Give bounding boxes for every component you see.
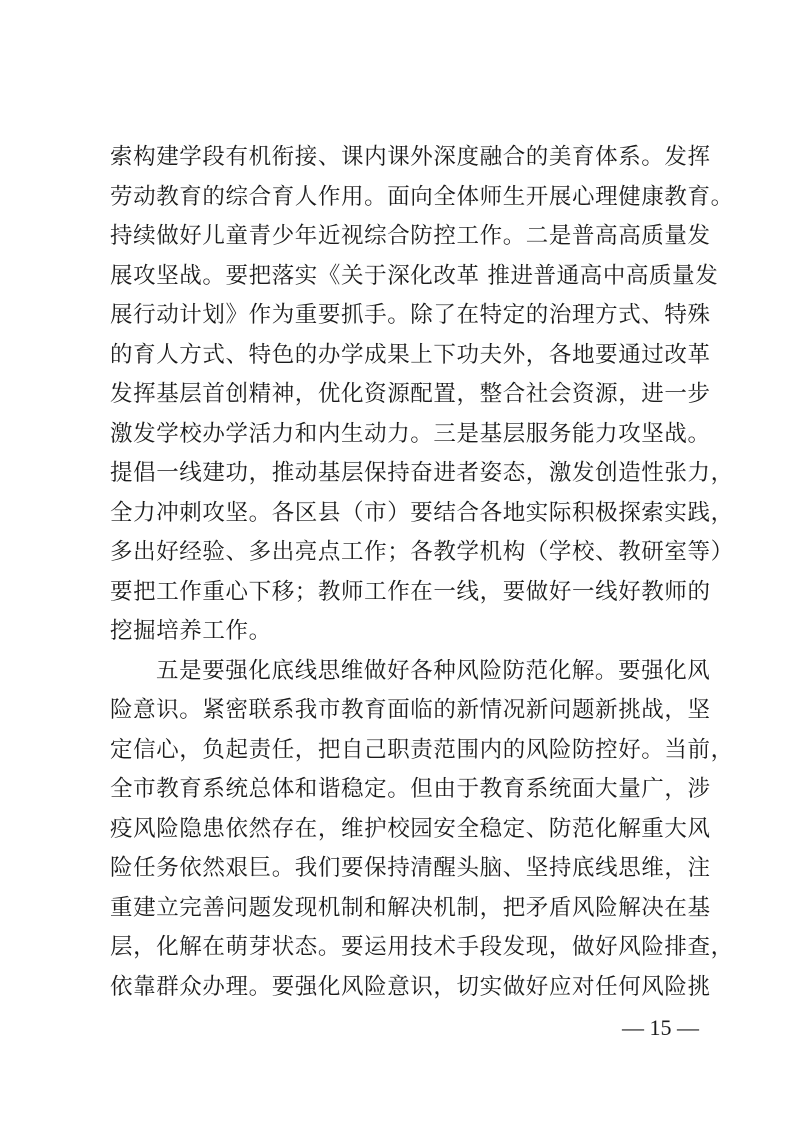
text-line: 险意识。紧密联系我市教育面临的新情况新问题新挑战，坚	[110, 697, 711, 723]
text-line: 全市教育系统总体和谐稳定。但由于教育系统面大量广，涉	[110, 776, 711, 802]
paragraph-start-line: 五是要强化底线思维做好各种风险防范化解。要强化风	[156, 657, 711, 684]
text-line: 要把工作重心下移；教师工作在一线，要做好一线好教师的	[110, 578, 711, 605]
text-line: 险任务依然艰巨。我们要保持清醒头脑、坚持底线思维，注	[110, 855, 711, 881]
text-line: 多出好经验、多出亮点工作；各教学机构（学校、教研室等）	[110, 539, 734, 565]
text-line: 激发学校办学活力和内生动力。三是基层服务能力攻坚战。	[110, 420, 711, 447]
text-line: 定信心，负起责任，把自己职责范围内的风险防控好。当前，	[110, 736, 734, 763]
text-line: 层，化解在萌芽状态。要运用技术手段发现，做好风险排查，	[110, 934, 734, 960]
page-number: — 15 —	[622, 1015, 699, 1040]
text-line: 的育人方式、特色的办学成果上下功夫外，各地要通过改革	[110, 341, 711, 368]
text-line: 劳动教育的综合育人作用。面向全体师生开展心理健康教育。	[110, 183, 734, 210]
text-line: 提倡一线建功，推动基层保持奋进者姿态，激发创造性张力，	[110, 460, 734, 486]
text-line: 重建立完善问题发现机制和解决机制，把矛盾风险解决在基	[110, 894, 711, 921]
text-line: 索构建学段有机衔接、课内课外深度融合的美育体系。发挥	[110, 144, 711, 170]
text-line: 持续做好儿童青少年近视综合防控工作。二是普高高质量发	[110, 223, 711, 249]
text-line: 疫风险隐患依然存在，维护校园安全稳定、防范化解重大风	[110, 815, 711, 842]
text-line: 全力冲刺攻坚。各区县（市）要结合各地实际积极探索实践，	[110, 499, 734, 526]
text-line: 展行动计划》作为重要抓手。除了在特定的治理方式、特殊	[110, 302, 711, 328]
text-line: 挖掘培养工作。	[110, 618, 272, 644]
text-line: 发挥基层首创精神，优化资源配置，整合社会资源，进一步	[110, 381, 711, 407]
text-line: 依靠群众办理。要强化风险意识，切实做好应对任何风险挑	[110, 973, 711, 1000]
body-text	[110, 138, 734, 1007]
text-line: 展攻坚战。要把落实《关于深化改革 推进普通高中高质量发	[110, 262, 719, 289]
